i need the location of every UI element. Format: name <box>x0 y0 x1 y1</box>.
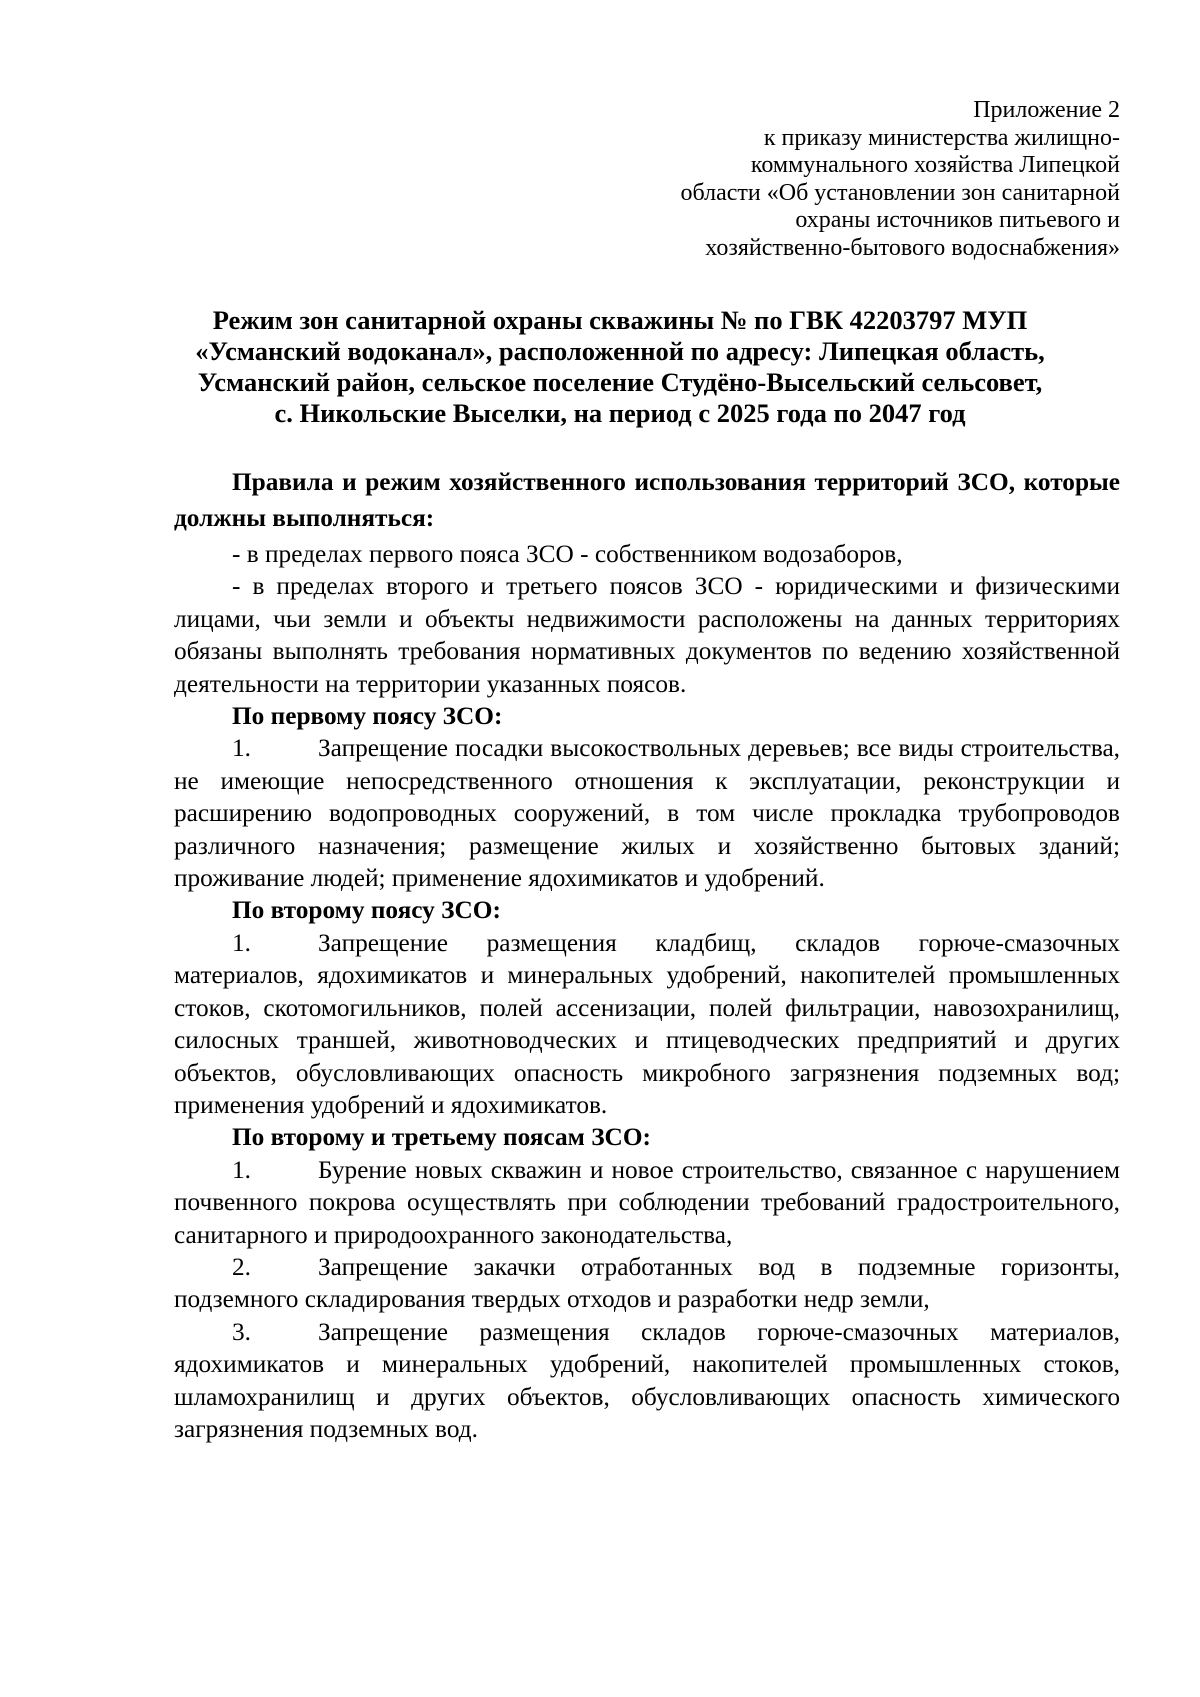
title-line: Усманский район, сельское поселение Студёно-Высельский сельсовет, <box>197 367 1043 397</box>
section-heading-second-third-belts: По второму и третьему поясам ЗСО: <box>232 1123 651 1152</box>
section-heading-second-belt: По второму поясу ЗСО: <box>232 896 501 925</box>
appendix-line: области «Об установлении зон санитарной <box>680 179 1120 206</box>
title-line: Режим зон санитарной охраны скважины № по ГВК 42203797 МУП <box>212 305 1028 335</box>
item-text: Запрещение размещения кладбищ, складов горюче-смазочных материалов, ядохимикатов и минеральных удобрений, накопителей промышленных стоков, скотомогильников, полей ассенизации, полей фильтрации, навозохранилищ, силосных траншей, животноводческих и птицеводческих предприятий и других объектов, обусловливающих опасность микробного загрязнения подземных вод; применения удобрений и ядохимикатов. <box>174 928 1120 1119</box>
document-body <box>174 464 1120 1445</box>
appendix-header <box>560 97 1120 262</box>
appendix-line: коммунального хозяйства Липецкой <box>750 152 1120 178</box>
appendix-line: Приложение 2 <box>973 97 1120 123</box>
item-number: 1. <box>232 1155 251 1184</box>
rules-heading: Правила и режим хозяйственного использования территорий ЗСО, которые должны выполняться: <box>174 468 1120 532</box>
item-text: Запрещение посадки высокоствольных деревьев; все виды строительства, не имеющие непосредственного отношения к эксплуатации, реконструкции и расширению водопроводных сооружений, в том числе прокладка трубопроводов различного назначения; размещение жилых и хозяйственно бытовых зданий; проживание людей; применение ядохимикатов и удобрений. <box>174 734 1120 893</box>
item-number: 1. <box>232 928 251 957</box>
rules-item-first-belt: - в пределах первого пояса ЗСО - собственником водозаборов, <box>232 540 903 568</box>
first-belt-item <box>174 732 1120 894</box>
item-text: Бурение новых скважин и новое строительство, связанное с нарушением почвенного покрова осуществлять при соблюдении требований градостроительного, санитарного и природоохранного законодательства, <box>174 1155 1120 1249</box>
item-number: 2. <box>232 1252 251 1281</box>
appendix-line: хозяйственно-бытового водоснабжения» <box>705 234 1120 261</box>
title-line: с. Никольские Выселки, на период с 2025 года по 2047 год <box>274 398 966 428</box>
rules-item-second-third-belts: - в пределах второго и третьего поясов ЗСО - юридическими и физическими лицами, чьи земли и объекты недвижимости расположены на данных территориях обязаны выполнять требования нормативных документов по ведению хозяйственной деятельности на территории указанных поясов. <box>174 572 1120 698</box>
item-text: Запрещение размещения складов горюче-смазочных материалов, ядохимикатов и минеральных удобрений, накопителей промышленных стоков, шламохранилищ и других объектов, обусловливающих опасность химического загрязнения подземных вод. <box>174 1317 1120 1443</box>
appendix-line: к приказу министерства жилищно- <box>763 124 1120 151</box>
title-line: «Усманский водоканал», расположенной по адресу: Липецкая область, <box>195 336 1045 366</box>
item-number: 3. <box>232 1317 251 1346</box>
section-heading-first-belt: По первому поясу ЗСО: <box>232 702 503 731</box>
second-third-belts-item <box>174 1154 1120 1251</box>
item-text: Запрещение закачки отработанных вод в подземные горизонты, подземного складирования твердых отходов и разработки недр земли, <box>174 1252 1120 1314</box>
item-number: 1. <box>232 734 251 763</box>
second-third-belts-item <box>174 1251 1120 1316</box>
document-title <box>160 305 1080 429</box>
second-third-belts-item <box>174 1316 1120 1446</box>
second-belt-item <box>174 927 1120 1121</box>
appendix-line: охраны источников питьевого и <box>795 207 1120 233</box>
